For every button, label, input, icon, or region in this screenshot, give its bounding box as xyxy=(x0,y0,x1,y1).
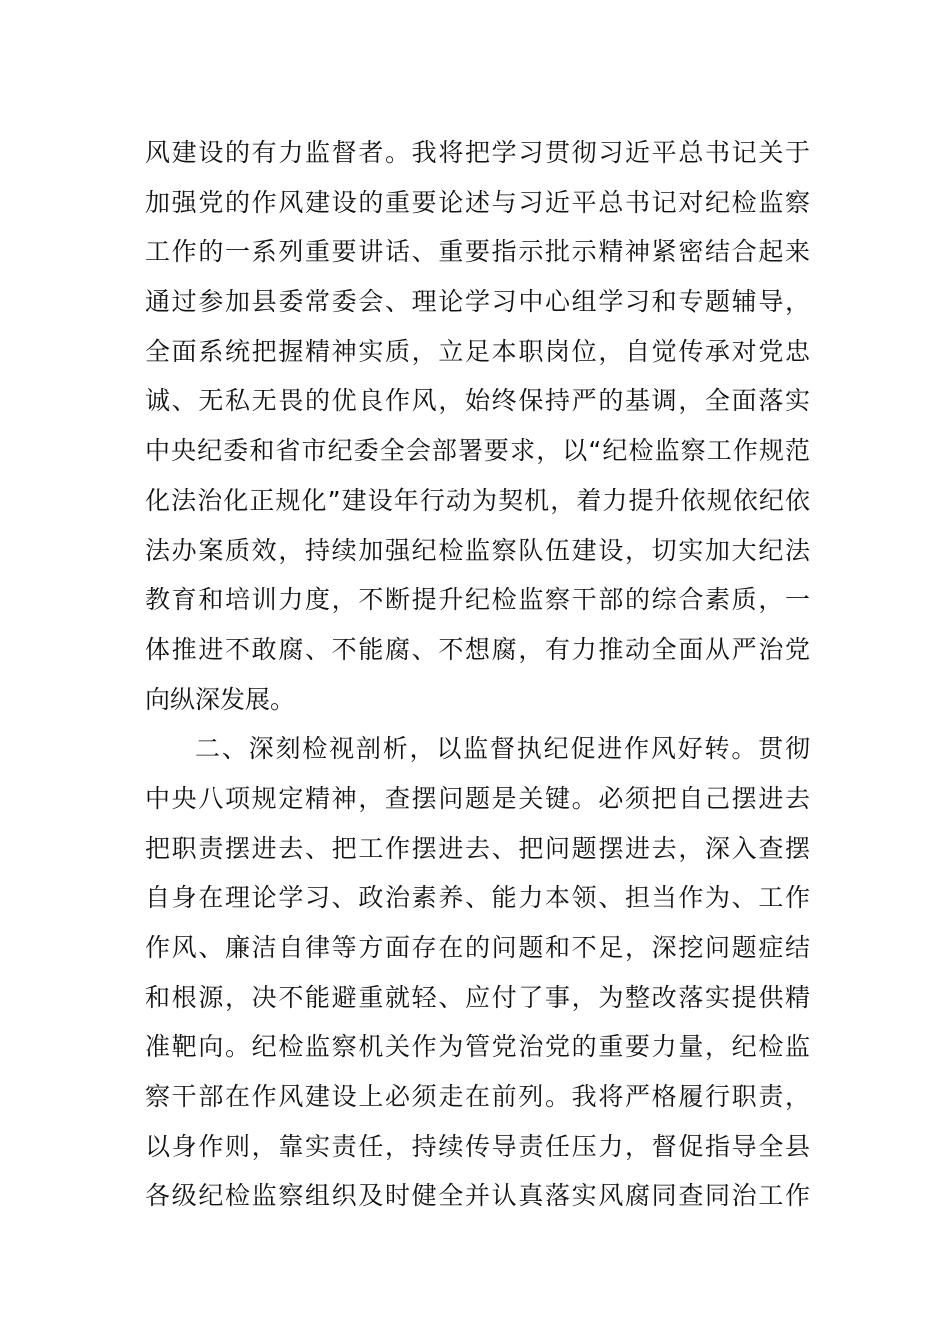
text-line: 体推进不敢腐、不能腐、不想腐，有力推动全面从严治党 xyxy=(145,634,810,664)
text-line: 各级纪检监察组织及时健全并认真落实风腐同查同治工作 xyxy=(145,1181,810,1211)
text-line: 诚、无私无畏的优良作风，始终保持严的基调，全面落实 xyxy=(145,386,810,416)
text-line: 作风、廉洁自律等方面存在的问题和不足，深挖问题症结 xyxy=(145,933,810,962)
text-line: 准靶向。纪检监察机关作为管党治党的重要力量，纪检监 xyxy=(145,1032,810,1062)
text-line: 中央纪委和省市纪委全会部署要求，以“纪检监察工作规范 xyxy=(145,436,810,466)
text-line: 化法治化正规化”建设年行动为契机，着力提升依规依纪依 xyxy=(145,485,810,515)
text-line: 风建设的有力监督者。我将把学习贯彻习近平总书记关于 xyxy=(145,138,810,167)
text-line: 和根源，决不能避重就轻、应付了事，为整改落实提供精 xyxy=(145,982,810,1012)
text-line: 全面系统把握精神实质，立足本职岗位，自觉传承对党忠 xyxy=(145,336,810,366)
paragraph-end-line: 向纵深发展。 xyxy=(145,684,296,714)
text-line: 法办案质效，持续加强纪检监察队伍建设，切实加大纪法 xyxy=(145,535,810,565)
text-line: 自身在理论学习、政治素养、能力本领、担当作为、工作 xyxy=(145,883,810,913)
text-line: 教育和培训力度，不断提升纪检监察干部的综合素质，一 xyxy=(145,585,810,615)
text-line: 把职责摆进去、把工作摆进去、把问题摆进去，深入查摆 xyxy=(145,833,810,863)
section-heading-line: 二、深刻检视剖析，以监督执纪促进作风好转。贯彻 xyxy=(195,734,810,764)
text-line: 中央八项规定精神，查摆问题是关键。必须把自己摆进去 xyxy=(145,783,810,813)
text-line: 工作的一系列重要讲话、重要指示批示精神紧密结合起来 xyxy=(145,237,810,267)
text-line: 以身作则，靠实责任，持续传导责任压力，督促指导全县 xyxy=(145,1131,810,1161)
text-line: 通过参加县委常委会、理论学习中心组学习和专题辅导， xyxy=(145,287,810,317)
text-line: 察干部在作风建设上必须走在前列。我将严格履行职责， xyxy=(145,1082,810,1112)
text-line: 加强党的作风建设的重要论述与习近平总书记对纪检监察 xyxy=(145,187,810,217)
body-text xyxy=(145,128,810,1221)
